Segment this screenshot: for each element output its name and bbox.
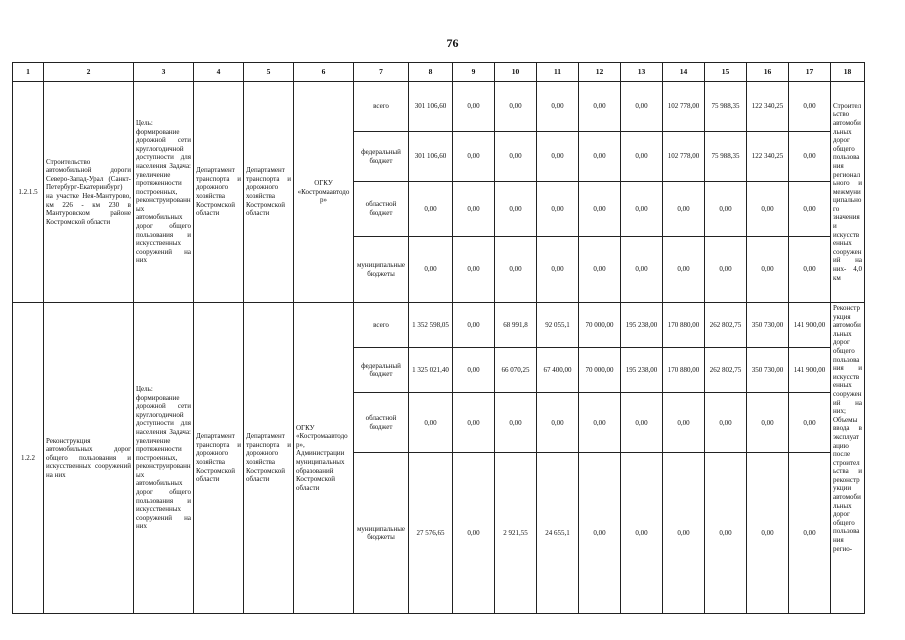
funding-source: муниципальные бюджеты	[354, 453, 409, 614]
funding-source: всего	[354, 82, 409, 132]
funding-source: муниципальные бюджеты	[354, 237, 409, 303]
value-cell: 0,00	[495, 132, 537, 182]
value-cell: 0,00	[495, 393, 537, 453]
value-cell: 68 991,8	[495, 303, 537, 348]
value-cell: 1 352 598,05	[409, 303, 453, 348]
column-number: 15	[705, 63, 747, 82]
value-cell: 27 576,65	[409, 453, 453, 614]
value-cell: 0,00	[537, 393, 579, 453]
customer: Департамент транспорта и дорожного хозяйства Костромской области	[194, 82, 244, 303]
value-cell: 102 778,00	[663, 132, 705, 182]
value-cell: 66 070,25	[495, 348, 537, 393]
value-cell: 0,00	[453, 348, 495, 393]
value-cell: 0,00	[747, 237, 789, 303]
value-cell: 195 238,00	[621, 303, 663, 348]
value-cell: 0,00	[453, 453, 495, 614]
participant: ОГКУ «Костромаавтодор», Администрации муниципальных образований Костромской области	[294, 303, 354, 614]
notes-cell	[831, 303, 865, 614]
funding-source: областной бюджет	[354, 182, 409, 237]
value-cell: 0,00	[453, 132, 495, 182]
column-number: 17	[789, 63, 831, 82]
value-cell: 0,00	[537, 237, 579, 303]
value-cell: 0,00	[747, 393, 789, 453]
value-cell: 0,00	[537, 182, 579, 237]
value-cell: 170 880,00	[663, 303, 705, 348]
value-cell: 350 730,00	[747, 348, 789, 393]
column-number: 18	[831, 63, 865, 82]
value-cell: 92 055,1	[537, 303, 579, 348]
value-cell: 0,00	[409, 182, 453, 237]
column-number: 2	[44, 63, 134, 82]
value-cell: 0,00	[409, 393, 453, 453]
value-cell: 0,00	[705, 393, 747, 453]
table-row	[13, 82, 865, 132]
column-number: 14	[663, 63, 705, 82]
value-cell: 0,00	[705, 182, 747, 237]
value-cell: 24 655,1	[537, 453, 579, 614]
value-cell: 0,00	[621, 132, 663, 182]
value-cell: 0,00	[579, 182, 621, 237]
value-cell: 122 340,25	[747, 82, 789, 132]
value-cell: 0,00	[789, 453, 831, 614]
goal-text: Цель: формирование дорожной сети круглогодичной доступности для населения Задача: увеличение протяженности построенных, реконструированных автомобильных дорог общего пользования и искусственных сооружений на них	[134, 82, 194, 303]
activity-name: Реконструкция автомобильных дорог общего пользования и искусственных сооружений на них	[44, 303, 134, 614]
notes-cell: Строительство автомобильных дорог общего пользования регионального и межмуниципального значения и искусственных сооружений на них- 4,0 км	[831, 82, 865, 303]
column-number: 16	[747, 63, 789, 82]
program-table	[12, 62, 865, 614]
goal-text: Цель: формирование дорожной сети круглогодичной доступности для населения Задача: увеличение протяженности построенных, реконструированных автомобильных дорог общего пользования и искусственных сооружений на них	[134, 303, 194, 614]
value-cell: 0,00	[495, 237, 537, 303]
value-cell: 0,00	[453, 303, 495, 348]
column-number: 11	[537, 63, 579, 82]
value-cell: 75 988,35	[705, 82, 747, 132]
value-cell: 0,00	[621, 82, 663, 132]
value-cell: 0,00	[537, 132, 579, 182]
column-number: 6	[294, 63, 354, 82]
value-cell: 0,00	[789, 132, 831, 182]
row-code: 1.2.2	[13, 303, 44, 614]
value-cell: 0,00	[705, 237, 747, 303]
value-cell: 0,00	[705, 453, 747, 614]
value-cell: 262 802,75	[705, 303, 747, 348]
executor: Департамент транспорта и дорожного хозяйства Костромской области	[244, 82, 294, 303]
value-cell: 0,00	[621, 453, 663, 614]
participant: ОГКУ «Костромаавтодор»	[294, 82, 354, 303]
value-cell: 0,00	[579, 237, 621, 303]
value-cell: 195 238,00	[621, 348, 663, 393]
value-cell: 0,00	[621, 237, 663, 303]
value-cell: 122 340,25	[747, 132, 789, 182]
column-number: 8	[409, 63, 453, 82]
value-cell: 0,00	[663, 393, 705, 453]
value-cell: 0,00	[747, 182, 789, 237]
value-cell: 0,00	[537, 82, 579, 132]
value-cell: 0,00	[409, 237, 453, 303]
column-number: 7	[354, 63, 409, 82]
column-number: 4	[194, 63, 244, 82]
value-cell: 0,00	[453, 182, 495, 237]
funding-source: всего	[354, 303, 409, 348]
value-cell: 67 400,00	[537, 348, 579, 393]
value-cell: 0,00	[495, 82, 537, 132]
value-cell: 0,00	[579, 82, 621, 132]
value-cell: 0,00	[789, 182, 831, 237]
value-cell: 0,00	[663, 453, 705, 614]
column-number: 3	[134, 63, 194, 82]
executor: Департамент транспорта и дорожного хозяйства Костромской области	[244, 303, 294, 614]
column-number-row	[13, 63, 865, 82]
value-cell: 141 900,00	[789, 303, 831, 348]
page-number: 76	[446, 36, 459, 50]
value-cell: 0,00	[663, 182, 705, 237]
row-code: 1.2.1.5	[13, 82, 44, 303]
value-cell: 0,00	[453, 393, 495, 453]
value-cell: 0,00	[621, 393, 663, 453]
table-row	[13, 303, 865, 348]
customer: Департамент транспорта и дорожного хозяйства Костромской области	[194, 303, 244, 614]
column-number: 9	[453, 63, 495, 82]
value-cell: 0,00	[663, 237, 705, 303]
value-cell: 170 880,00	[663, 348, 705, 393]
column-number: 12	[579, 63, 621, 82]
column-number: 10	[495, 63, 537, 82]
value-cell: 75 988,35	[705, 132, 747, 182]
value-cell: 350 730,00	[747, 303, 789, 348]
value-cell: 70 000,00	[579, 303, 621, 348]
value-cell: 301 106,60	[409, 132, 453, 182]
column-number: 13	[621, 63, 663, 82]
value-cell: 102 778,00	[663, 82, 705, 132]
value-cell: 70 000,00	[579, 348, 621, 393]
column-number: 1	[13, 63, 44, 82]
value-cell: 0,00	[789, 393, 831, 453]
value-cell: 262 802,75	[705, 348, 747, 393]
funding-source: федеральный бюджет	[354, 132, 409, 182]
value-cell: 301 106,60	[409, 82, 453, 132]
value-cell: 0,00	[579, 453, 621, 614]
value-cell: 0,00	[453, 82, 495, 132]
value-cell: 0,00	[579, 132, 621, 182]
value-cell: 0,00	[621, 182, 663, 237]
value-cell: 2 921,55	[495, 453, 537, 614]
activity-name: Строительство автомобильной дороги Северо-Запад-Урал (Санкт-Петербург-Екатеринбург) на участке Нея-Мантурово, км 226 - км 230 в Мантуровском районе Костромской области	[44, 82, 134, 303]
value-cell: 1 325 021,40	[409, 348, 453, 393]
value-cell: 0,00	[495, 182, 537, 237]
value-cell: 141 900,00	[789, 348, 831, 393]
funding-source: федеральный бюджет	[354, 348, 409, 393]
funding-source: областной бюджет	[354, 393, 409, 453]
value-cell: 0,00	[579, 393, 621, 453]
value-cell: 0,00	[789, 237, 831, 303]
notes-text: Реконструкция автомобильных дорог общего пользования и искусственных сооружений на них; Объемы ввода в эксплуатацию после строительства и реконструкции автомобильных дорог общего пользования регио-	[833, 304, 862, 553]
column-number: 5	[244, 63, 294, 82]
value-cell: 0,00	[747, 453, 789, 614]
value-cell: 0,00	[789, 82, 831, 132]
value-cell: 0,00	[453, 237, 495, 303]
